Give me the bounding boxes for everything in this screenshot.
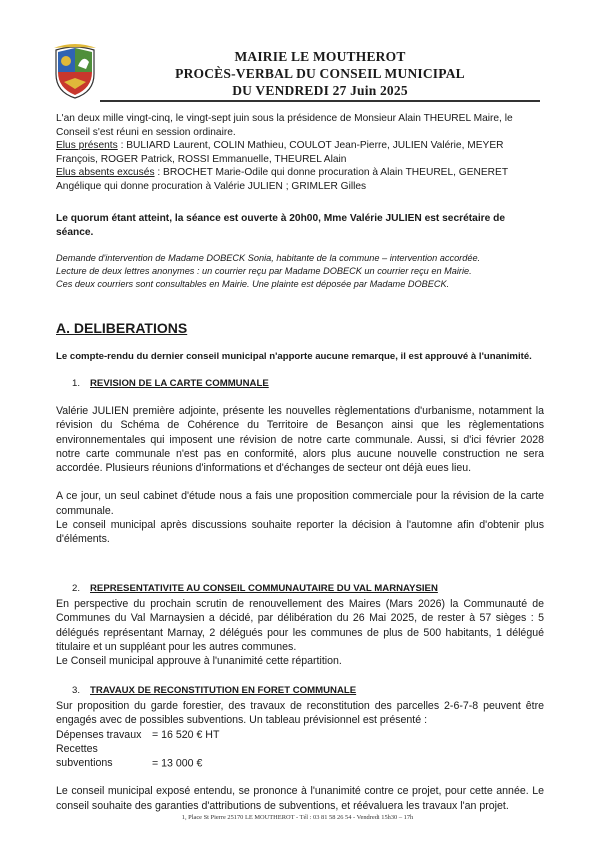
notes-section xyxy=(56,252,544,291)
revenue-value: = 13 000 € xyxy=(152,757,203,770)
note-line: Demande d'intervention de Madame DOBECK Sonia, habitante de la commune – intervention accordée. xyxy=(56,253,481,263)
budget-line-revenue xyxy=(56,742,544,771)
paragraph: A ce jour, un seul cabinet d'étude nous a fais une proposition commerciale pour la révision de la carte communale. xyxy=(56,490,544,517)
paragraph: En perspective du prochain scrutin de renouvellement des Maires (Mars 2026) la Communauté de Communes du Val Marnaysien a décidé, par délibération du 26 Mai 2025, de rester à 57 sièges : 5 délégués représentant Marnay, 2 délégués pour les communes de plus de 500 habitants, 1 délégué titulaire et un suppléant pour les autres communes. xyxy=(56,598,544,653)
item1-body xyxy=(56,404,544,547)
page-footer: 1, Place St Pierre 25170 LE MOUTHEROT - Tél : 03 81 58 26 54 - Vendredi 15h30 – 17h xyxy=(181,814,414,821)
header-title-mairie: MAIRIE LE MOUTHEROT xyxy=(234,49,406,64)
note-line: Ces deux courriers sont consultables en Mairie. Une plainte est déposée par Madame DOBECK. xyxy=(56,279,450,289)
absent-list: : BROCHET Marie-Odile qui donne procuration à Alain THEUREL, GENERET Angélique qui donne procuration à Valérie JULIEN ; GRIMLER Gilles xyxy=(56,167,508,192)
item2-body xyxy=(56,597,544,668)
revenue-label: Recettes subventions xyxy=(56,742,113,770)
expenses-value: = 16 520 € HT xyxy=(152,728,220,741)
paragraph: Sur proposition du garde forestier, des travaux de reconstitution des parcelles 2-6-7-8 peuvent être engagés avec de possibles subventions. Un tableau prévisionnel est présenté : xyxy=(56,700,544,727)
present-list: : BULIARD Laurent, COLIN Mathieu, COULOT Jean-Pierre, JULIEN Valérie, MEYER François, ROGER Patrick, ROSSI Emmanuelle, THEUREL Alain xyxy=(56,140,504,165)
item-number: 3. xyxy=(72,685,81,696)
item-number: 1. xyxy=(72,378,81,389)
absent-members xyxy=(56,166,544,193)
item-title: REPRESENTATIVITE AU CONSEIL COMMUNAUTAIRE DU VAL MARNAYSIEN xyxy=(90,583,438,594)
paragraph: Le conseil municipal après discussions souhaite reporter la décision à l'automne afin d'obtenir plus d'éléments. xyxy=(56,519,544,546)
item-heading-travaux-foret xyxy=(72,685,356,696)
paragraph: Le conseil municipal exposé entendu, se prononce à l'unanimité contre ce projet, pour cette année. Le conseil souhaite des garanties d'attributions de subventions, et réévaluera les travaux l'an projet. xyxy=(56,785,544,812)
header-title-date: DU VENDREDI 27 Juin 2025 xyxy=(232,83,408,98)
absent-label: Elus absents excusés xyxy=(56,167,155,178)
budget-line-expenses xyxy=(56,728,544,742)
expenses-label: Dépenses travaux xyxy=(56,728,142,741)
paragraph: Le Conseil municipal approuve à l'unanimité cette répartition. xyxy=(56,655,342,668)
item-heading-revision xyxy=(72,378,269,389)
municipal-crest-icon xyxy=(52,42,98,100)
intro-section xyxy=(56,112,544,193)
section-heading-deliberations: A. DELIBERATIONS xyxy=(56,320,188,336)
document-header xyxy=(100,48,540,102)
quorum-statement: Le quorum étant atteint, la séance est ouverte à 20h00, Mme Valérie JULIEN est secrétaire de séance. xyxy=(56,213,506,238)
paragraph: Valérie JULIEN première adjointe, présente les nouvelles règlementations d'urbanisme, notamment la révision du Schéma de Cohérence du Territoire de Besançon ainsi que les règlementations environnementales qui imposent une révision de notre carte communale. Aussi, si d'ici février 2028 notre carte communale n'est pas en conformité, alors plus aucune nouvelle construction ne sera accordée. Plusieurs réunions d'informations et d'échanges de secteur ont déjà eues lieu. xyxy=(56,405,544,475)
item-number: 2. xyxy=(72,583,81,594)
item-title: TRAVAUX DE RECONSTITUTION EN FORET COMMUNALE xyxy=(90,685,357,696)
note-line: Lecture de deux lettres anonymes : un courrier reçu par Madame DOBECK un courrier reçu en Mairie. xyxy=(56,266,472,276)
item3-body xyxy=(56,699,544,813)
header-title-proces-verbal: PROCÈS-VERBAL DU CONSEIL MUNICIPAL xyxy=(175,66,465,81)
present-members xyxy=(56,139,544,166)
present-label: Elus présents xyxy=(56,140,118,151)
item-heading-representativite xyxy=(72,583,438,594)
item-title: REVISION DE LA CARTE COMMUNALE xyxy=(90,378,269,389)
opening-statement: L'an deux mille vingt-cinq, le vingt-sept juin sous la présidence de Monsieur Alain THEUREL Maire, le Conseil s'est réuni en session ordinaire. xyxy=(56,113,513,138)
compte-rendu-note: Le compte-rendu du dernier conseil municipal n'apporte aucune remarque, il est approuvé à l'unanimité. xyxy=(56,351,532,362)
